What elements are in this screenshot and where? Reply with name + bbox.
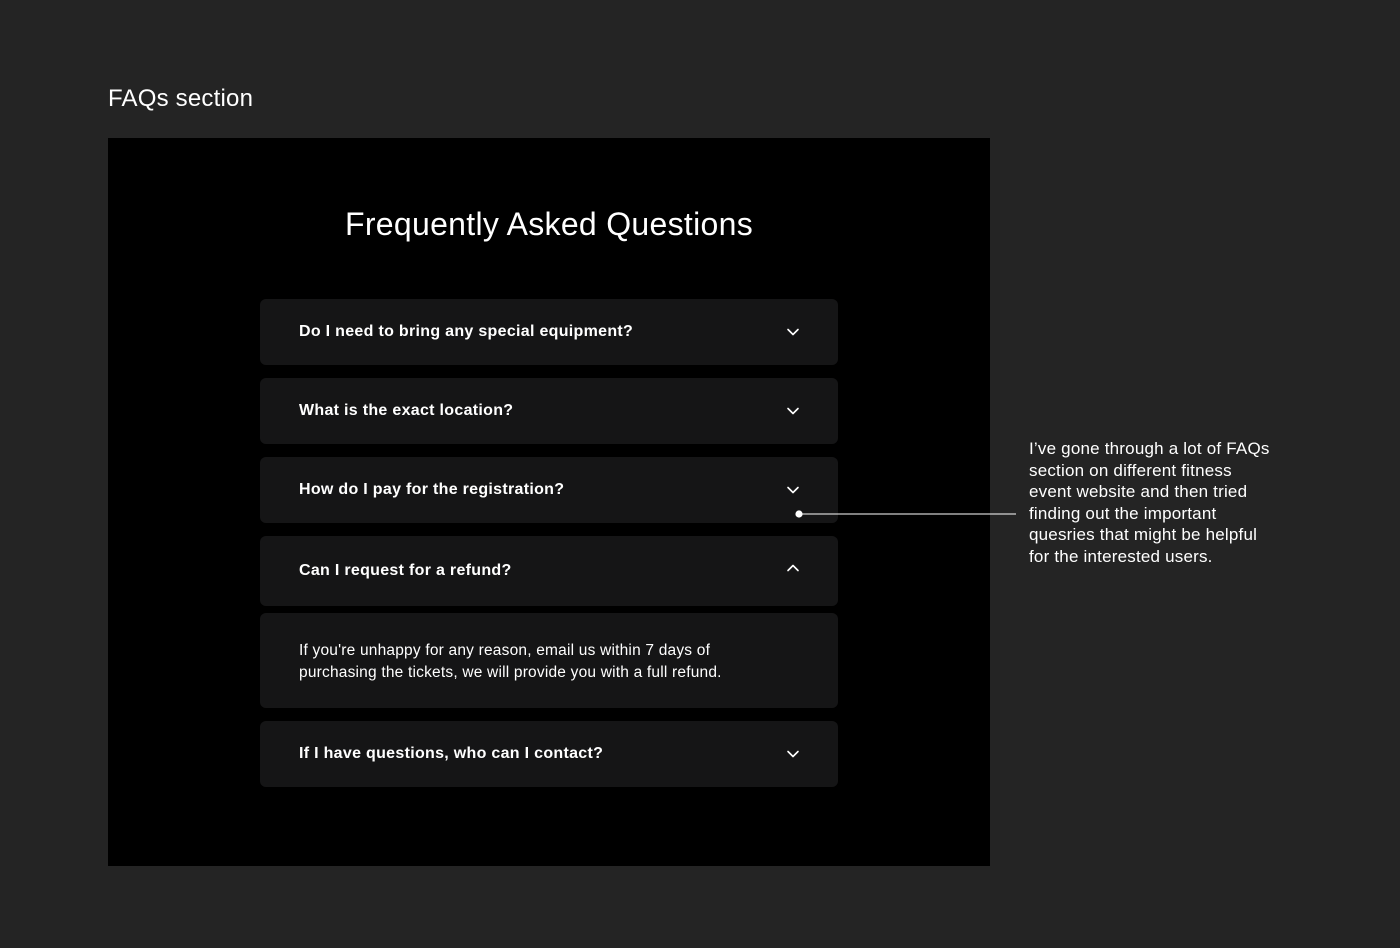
annotation-connector (795, 509, 1020, 521)
annotation-note: I’ve gone through a lot of FAQs section on different fitness event website and then tried finding out the important quesries that might be helpful for the interested users. (1029, 439, 1270, 566)
chevron-down-icon[interactable] (786, 404, 800, 418)
chevron-down-icon[interactable] (786, 747, 800, 761)
faq-item-location[interactable] (260, 378, 838, 444)
faq-question: If I have questions, who can I contact? (299, 745, 604, 762)
faq-question: Can I request for a refund? (299, 562, 512, 579)
chevron-down-icon[interactable] (786, 325, 800, 339)
faq-answer-refund (260, 613, 838, 708)
faq-question: What is the exact location? (299, 402, 514, 419)
faq-question: How do I pay for the registration? (299, 481, 565, 498)
faq-answer-text: If you're unhappy for any reason, email us within 7 days of purchasing the tickets, we will provide you with a full refund. (299, 642, 722, 681)
faq-title: Frequently Asked Questions (344, 206, 754, 242)
chevron-up-icon[interactable] (786, 561, 800, 575)
faq-question: Do I need to bring any special equipment? (299, 323, 634, 340)
faq-item-refund[interactable] (260, 536, 838, 606)
faq-item-payment[interactable] (260, 457, 838, 523)
section-label: FAQs section (108, 85, 254, 112)
faq-item-contact[interactable] (260, 721, 838, 787)
faq-item-equipment[interactable] (260, 299, 838, 365)
chevron-down-icon[interactable] (786, 483, 800, 497)
